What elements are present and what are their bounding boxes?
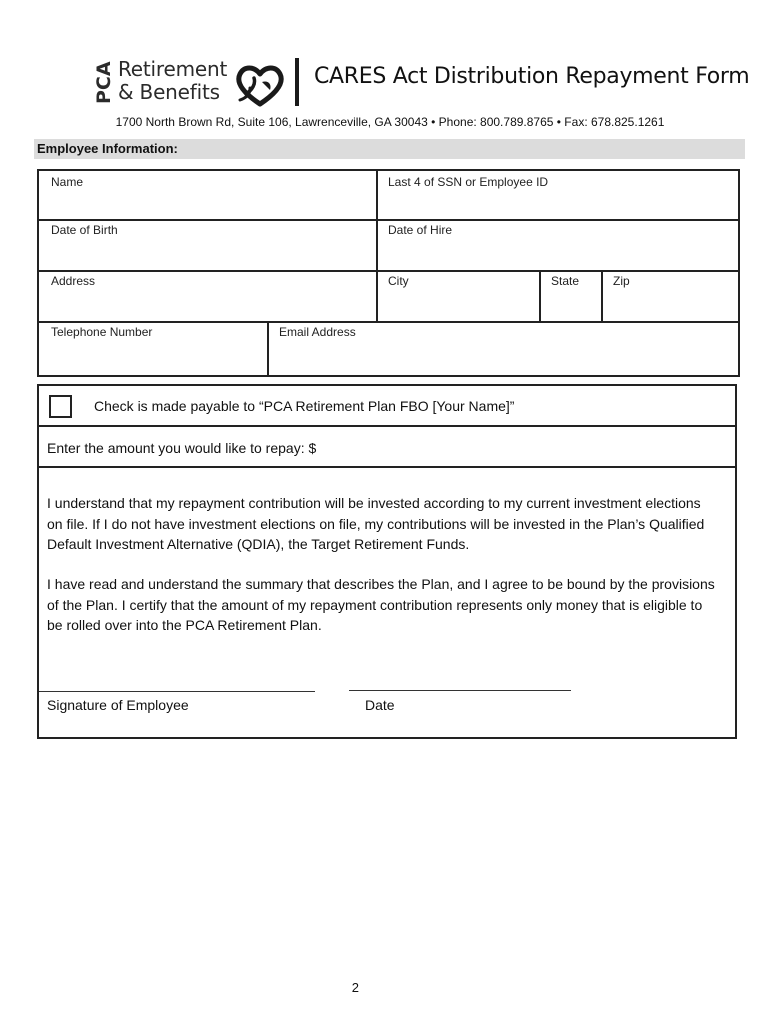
logo-wordmark: [118, 58, 227, 104]
date-line[interactable]: [349, 690, 571, 691]
page-header: [0, 0, 770, 140]
telephone-field[interactable]: [39, 321, 269, 375]
repay-amount-label: Enter the amount you would like to repay: $: [47, 440, 317, 456]
date-of-hire-label: Date of Hire: [388, 223, 453, 237]
title-divider: [295, 58, 299, 106]
section-title: Employee Information:: [37, 141, 178, 156]
page-number: 2: [351, 980, 359, 995]
form-title: CARES Act Distribution Repayment Form: [314, 64, 750, 89]
check-payable-row: [39, 386, 735, 427]
telephone-label: Telephone Number: [51, 325, 153, 339]
state-field[interactable]: [539, 270, 603, 323]
name-field[interactable]: [39, 171, 378, 221]
signature-label: Signature of Employee: [47, 697, 189, 713]
repay-amount-row[interactable]: [39, 427, 735, 468]
ssn-label: Last 4 of SSN or Employee ID: [388, 175, 549, 189]
section-header-employee-information: [34, 139, 745, 159]
city-label: City: [388, 274, 409, 288]
check-payable-text: Check is made payable to “PCA Retirement Plan FBO [Your Name]”: [94, 398, 515, 414]
signature-line[interactable]: [39, 691, 315, 692]
pca-logo-mark: [86, 60, 118, 106]
zip-field[interactable]: [601, 270, 740, 323]
ssn-field[interactable]: [376, 171, 740, 221]
city-field[interactable]: [376, 270, 541, 323]
email-label: Email Address: [279, 325, 356, 339]
state-label: State: [551, 274, 580, 288]
address-label: Address: [51, 274, 96, 288]
pca-logo-text: PCA: [93, 61, 115, 104]
logo-line-retirement: Retirement: [118, 57, 228, 81]
heart-hands-icon: [232, 60, 288, 108]
date-label: Date: [365, 697, 395, 713]
contact-address-line: 1700 North Brown Rd, Suite 106, Lawrenceville, GA 30043 • Phone: 800.789.8765 • Fax: 678.825.1261: [115, 115, 665, 129]
name-label: Name: [51, 175, 84, 189]
address-field[interactable]: [39, 270, 378, 323]
certification-paragraph: I have read and understand the summary that describes the Plan, and I agree to be bound by the provisions of the Plan. I certify that the amount of my repayment contribution represents only money that is eligible to be rolled over into the PCA Retirement Plan.: [47, 576, 715, 633]
email-field[interactable]: [267, 321, 740, 375]
date-of-birth-field[interactable]: [39, 219, 378, 272]
repayment-section: [37, 384, 737, 739]
date-of-birth-label: Date of Birth: [51, 223, 118, 237]
check-payable-checkbox[interactable]: [49, 395, 72, 418]
investment-election-paragraph: I understand that my repayment contribution will be invested according to my current investment elections on file. If I do not have investment elections on file, my contributions will be invested in the Plan’s Qualified Default Investment Alternative (QDIA), the Target Retirement Funds.: [47, 495, 705, 552]
date-of-hire-field[interactable]: [376, 219, 740, 272]
employee-information-table: [37, 169, 740, 377]
zip-label: Zip: [613, 274, 630, 288]
logo-line-benefits: & Benefits: [118, 80, 220, 104]
